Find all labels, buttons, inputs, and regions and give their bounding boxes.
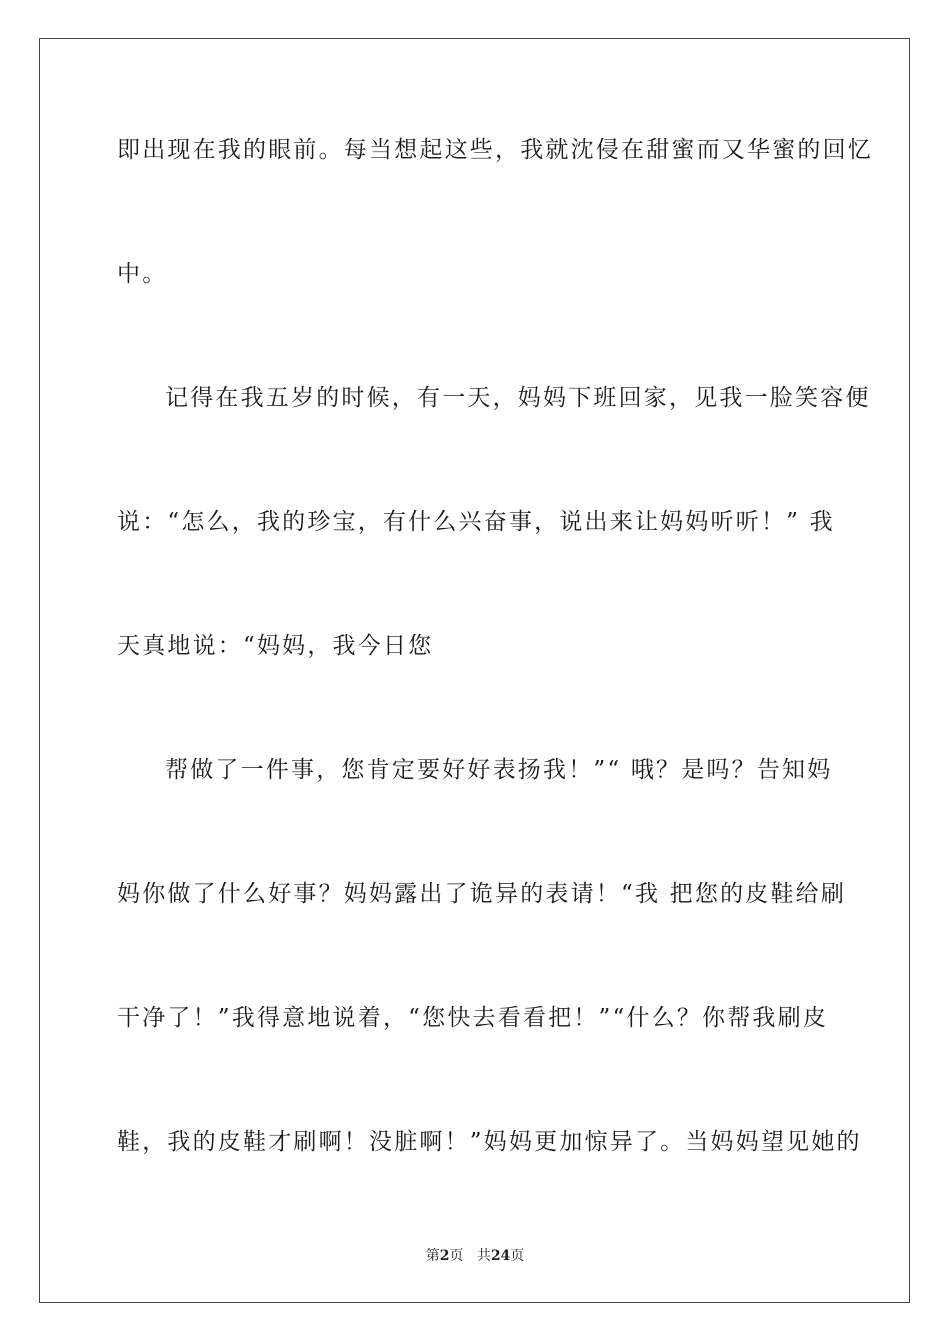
paragraph-line-7: 妈你做了什么好事？妈妈露出了诡异的表请！“我 把您的皮鞋给刷 — [117, 881, 847, 907]
total-prefix: 共 — [476, 1248, 491, 1264]
paragraph-line-8: 干净了！”我得意地说着，“您快去看看把！”“什么？你帮我刷皮 — [117, 1005, 829, 1031]
paragraph-line-9: 鞋，我的皮鞋才刷啊！没脏啊！”妈妈更加惊异了。当妈妈望见她的 — [117, 1129, 862, 1155]
total-suffix: 页 — [510, 1248, 525, 1264]
paragraph-line-4: 说：“怎么，我的珍宝，有什么兴奋事，说出来让妈妈听听！” 我 — [117, 509, 835, 535]
paragraph-line-1: 即出现在我的眼前。每当想起这些，我就沈侵在甜蜜而又华蜜的回忆 — [117, 137, 873, 163]
page-suffix: 页 — [449, 1248, 464, 1264]
page-number: 2 — [439, 1248, 450, 1264]
paragraph-line-2: 中。 — [117, 261, 168, 287]
page-footer — [0, 1246, 950, 1266]
page-prefix: 第 — [425, 1248, 440, 1264]
paragraph-line-3: 记得在我五岁的时候，有一天，妈妈下班回家，见我一脸笑容便 — [165, 385, 871, 411]
paragraph-line-6: 帮做了一件事，您肯定要好好表扬我！”“ 哦？是吗？告知妈 — [165, 757, 833, 783]
page-border — [39, 38, 910, 1303]
total-pages: 24 — [490, 1248, 511, 1264]
paragraph-line-5: 天真地说：“妈妈，我今日您 — [117, 633, 434, 659]
